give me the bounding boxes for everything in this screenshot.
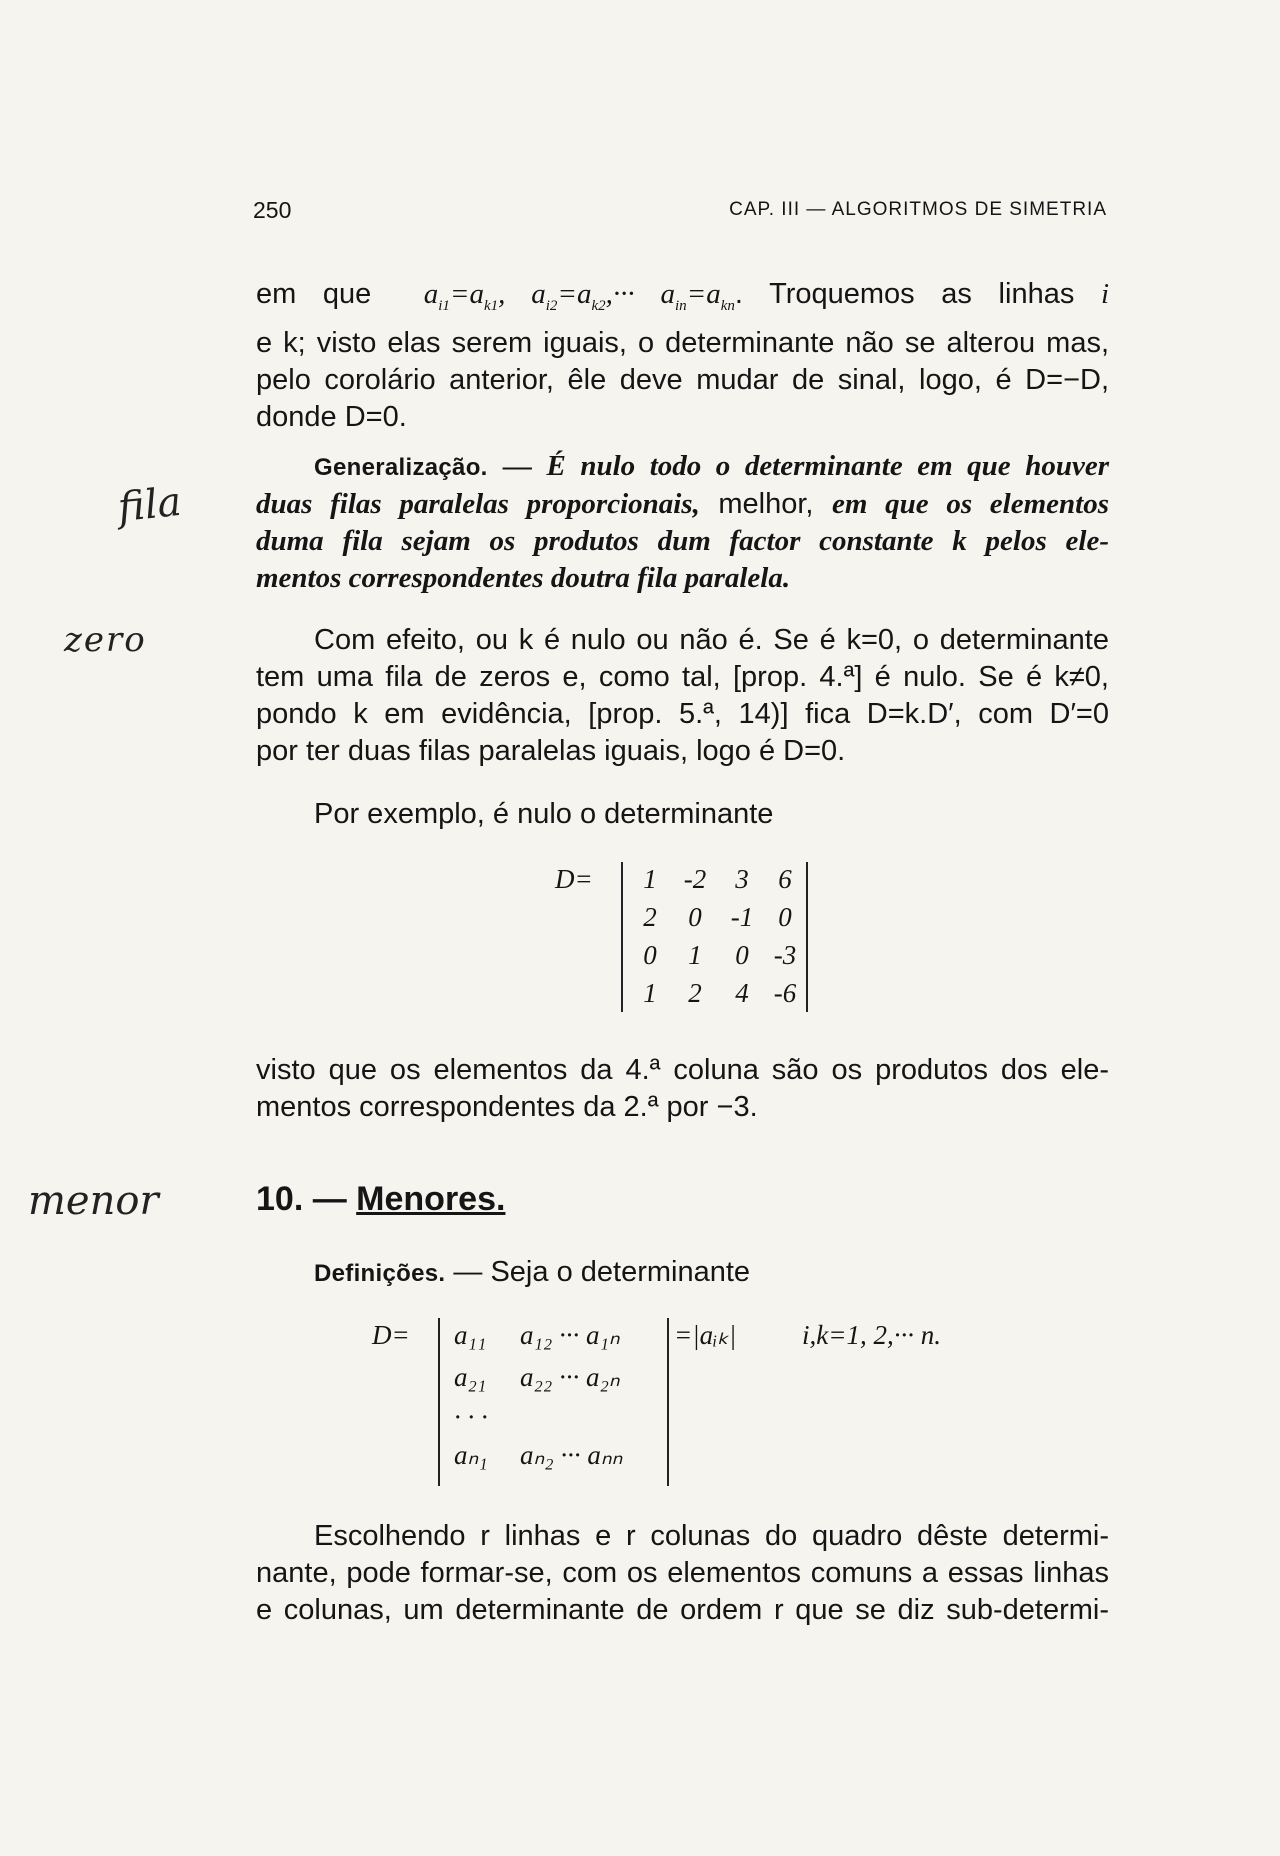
paragraph-3 bbox=[256, 622, 1109, 770]
example-det-cell: 1 bbox=[643, 978, 657, 1008]
general-det-equals: =|aᵢₖ| bbox=[674, 1320, 737, 1350]
example-det-cell: 0 bbox=[643, 940, 657, 970]
handwritten-note-menor: menor bbox=[28, 1178, 159, 1224]
paragraph-4 bbox=[256, 796, 1167, 833]
example-det-cell: 6 bbox=[778, 864, 792, 894]
paragraph-definitions bbox=[256, 1254, 1167, 1292]
general-det-cell: a₁₁ bbox=[454, 1320, 487, 1350]
example-det-cell: 2 bbox=[643, 902, 657, 932]
example-det-cell: -6 bbox=[773, 978, 797, 1008]
p2-line3: duma fila sejam os produtos dum factor constante k pelos ele- bbox=[256, 525, 1109, 557]
p1-line1-i: i bbox=[1100, 278, 1110, 310]
general-det-left-bar bbox=[438, 1318, 440, 1486]
example-det-cell: 3 bbox=[735, 864, 749, 894]
handwritten-note-zero: zero bbox=[64, 620, 147, 660]
p2-line2-a: duas filas paralelas proporcionais, bbox=[256, 488, 700, 520]
definitions-text: — Seja o determinante bbox=[453, 1256, 751, 1288]
handwritten-note-fila: fila bbox=[115, 478, 184, 532]
p6-line3: e colunas, um determinante de ordem r que se diz sub-determi- bbox=[256, 1594, 1109, 1626]
example-det-left-bar bbox=[621, 862, 623, 1012]
example-det-cell: 4 bbox=[735, 978, 749, 1008]
p6-line1: Escolhendo r linhas e r colunas do quadro dêste determi- bbox=[314, 1520, 1109, 1552]
p2-line2-b: melhor, bbox=[718, 488, 814, 520]
general-det-cell: a₂₂ ··· a₂ₙ bbox=[520, 1362, 620, 1392]
general-det-cell: aₙ₁ bbox=[454, 1440, 488, 1470]
general-det-right-bar bbox=[667, 1318, 669, 1486]
running-head: CAP. III — ALGORITMOS DE SIMETRIA bbox=[729, 199, 1107, 220]
section-number: 10. — bbox=[256, 1180, 347, 1218]
p1-line2: e k; visto elas serem iguais, o determinante não se alterou mas, bbox=[256, 326, 1109, 359]
paragraph-1 bbox=[256, 276, 1109, 436]
general-det-cell: · · · bbox=[454, 1402, 488, 1432]
p1-line1-post: . Troquemos as linhas bbox=[734, 278, 1075, 310]
example-determinant bbox=[555, 860, 835, 1020]
p2-line2-c: em que os elementos bbox=[832, 488, 1110, 520]
p1-line3: pelo corolário anterior, êle deve mudar de sinal, logo, é D=−D, bbox=[256, 363, 1109, 396]
example-det-cell: -2 bbox=[683, 864, 707, 894]
p3-line3: pondo k em evidência, [prop. 5.ª, 14)] fica D=k.D′, com D′=0 bbox=[256, 698, 1109, 730]
p3-line4: por ter duas filas paralelas iguais, logo é D=0. bbox=[256, 735, 846, 767]
definitions-label: Definições. bbox=[314, 1260, 446, 1287]
section-title: Menores. bbox=[356, 1180, 506, 1218]
example-det-cell: -3 bbox=[773, 940, 797, 970]
p4-text: Por exemplo, é nulo o determinante bbox=[314, 798, 774, 830]
p5-line1: visto que os elementos da 4.ª coluna são os produtos dos ele- bbox=[256, 1054, 1109, 1086]
generalization-label: Generalização. bbox=[314, 454, 488, 481]
example-det-cell: -1 bbox=[730, 902, 754, 932]
p6-line2: nante, pode formar-se, com os elementos comuns a essas linhas bbox=[256, 1557, 1109, 1589]
example-det-cell: 1 bbox=[688, 940, 702, 970]
p1-line1-pre: em que bbox=[256, 278, 372, 310]
p1-equalities: $a_{i1}=a_{k1}$, $a_{i2}=a_{k2},\cdot\cdot\cdot a_{in}=a_{kn}$ bbox=[397, 278, 735, 314]
example-det-cell: 0 bbox=[688, 902, 702, 932]
p5-line2: mentos correspondentes da 2.ª por −3. bbox=[256, 1091, 758, 1123]
example-det-label: D= bbox=[555, 864, 593, 894]
p2-line1: — É nulo todo o determinante em que houver bbox=[502, 450, 1109, 482]
p3-line2: tem uma fila de zeros e, como tal, [prop. 4.ª] é nulo. Se é k≠0, bbox=[256, 661, 1109, 693]
paragraph-generalization bbox=[256, 448, 1109, 597]
general-det-cell: aₙ₂ ··· aₙₙ bbox=[520, 1440, 623, 1470]
paragraph-6 bbox=[256, 1518, 1109, 1629]
example-det-cell: 0 bbox=[735, 940, 749, 970]
paragraph-5 bbox=[256, 1052, 1109, 1126]
general-determinant bbox=[372, 1318, 1012, 1488]
example-det-cell: 1 bbox=[643, 864, 657, 894]
general-det-cell: a₂₁ bbox=[454, 1362, 487, 1392]
p2-line4: mentos correspondentes doutra fila paralela. bbox=[256, 562, 791, 594]
general-det-range: i,k=1, 2,··· n. bbox=[802, 1320, 941, 1350]
example-det-cell: 0 bbox=[778, 902, 792, 932]
page-number: 250 bbox=[253, 197, 292, 223]
example-det-cell: 2 bbox=[688, 978, 702, 1008]
general-det-label: D= bbox=[372, 1320, 410, 1350]
general-det-cell: a₁₂ ··· a₁ₙ bbox=[520, 1320, 620, 1350]
p1-line4: donde D=0. bbox=[256, 400, 407, 433]
p3-line1: Com efeito, ou k é nulo ou não é. Se é k=0, o determinante bbox=[314, 624, 1109, 656]
section-heading bbox=[256, 1180, 505, 1219]
